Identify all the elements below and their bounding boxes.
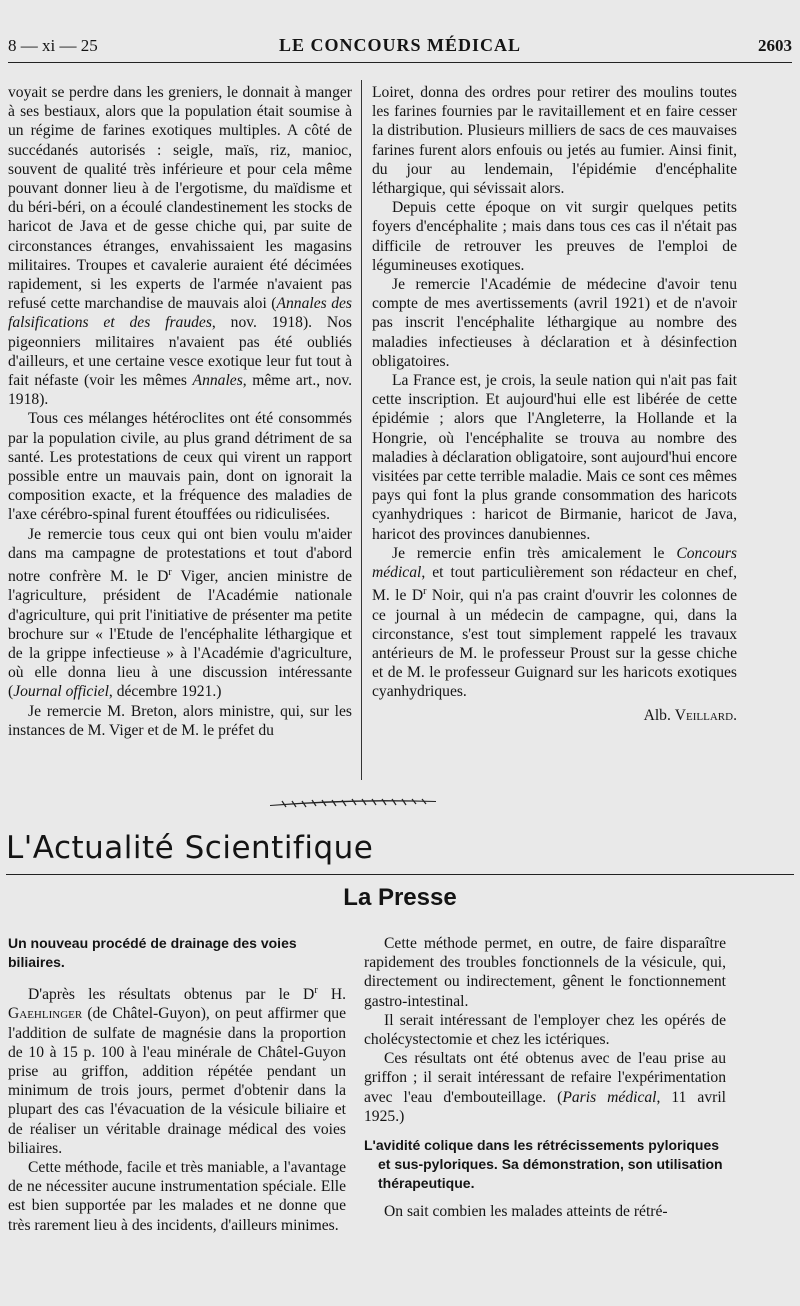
paragraph: D'après les résultats obtenus par le $D^r$ H. Gaehlinger (de Châtel-Guyon), on peut affirmer que l'addition de sulfate de magnésie dans la proportion de 10 à 15 p. 100 à l'eau minérale de Châtel-Guyon prise au griffon, addition répétée pendant un minimum de trois jours, permet d'obtenir dans la plupart des cas l'évacuation de la vésicule biliaire et de réaliser un véritable drainage médical des voies biliaires. [8,985,347,1157]
paragraph: Loiret, donna des ordres pour retirer des moulins toutes les farines fournies par le ravitaillement et en faire cesser la distribution. Plusieurs milliers de sacs de ces mauvaises farines furent alors enfouis ou jetés au fumier. Ainsi finit, du jour au lendemain, l'épidémie d'encéphalite léthargique, qui sévissait alors. [372,84,737,198]
paragraph: Je remercie enfin très amicalement le Concours médical, et tout particulièrement son rédacteur en chef, M. le $D^r$ Noir, qui n'a pas craint d'ouvrir les colonnes de ce journal à un médecin de campagne, qui, dans la circonstance, s'est tout simplement rappelé les travaux antérieurs de M. le professeur Proust sur la gesse chiche et de M. le professeur Guignard sur les haricots exotiques cyanhydriques. [372,544,738,701]
article-column-right [372,83,737,725]
ornament-divider [268,796,438,810]
section-title: L'Actualité Scientifique [6,830,374,866]
paragraph: Depuis cette époque on vit surgir quelques petits foyers d'encéphalite ; mais dans tous ces cas il n'était pas difficile de retrouver les preuves de l'emploi de légumineuses exotiques. [372,199,737,274]
subsection-title: La Presse [343,884,457,911]
paragraph: Tous ces mélanges hétéroclites ont été consommés par la population civile, au plus grand détriment de sa santé. Les protestations de ceux qui virent un rapport possible entre un mauvais pain, dont on ignorait la composition exacte, et la fréquence des maladies de l'axe cérébro-spinal furent étouffées ou ridiculisées. [8,410,352,524]
paragraph: Cette méthode permet, en outre, de faire disparaître rapidement des troubles fonctionnels de la vésicule, qui, directement ou indirectement, gênent le fonctionnement gastro-intestinal. [364,935,726,1010]
press-column-left [8,934,346,1235]
page-header [8,30,792,64]
article-title: Un nouveau procédé de drainage des voies biliaires. [8,935,297,970]
page-number: 2603 [758,36,792,55]
author-signature: Alb. Veillard. [643,706,737,724]
section-rule [6,874,794,875]
column-divider [361,80,362,780]
paragraph: voyait se perdre dans les greniers, le donnait à manger à ses bestiaux, alors que la population était soumise à un régime de farines exotiques multiples. A côté de succédanés autorisés : seigle, maïs, riz, manioc, souvent de qualité très inférieure et pour cela même pouvant donner lieu à de l'ergotisme, du maïdisme et du béri-béri, on a écoulé clandestinement les stocks de haricot de Java et de gesse chiche qui, par suite de circonstances étranges, envahissaient les magasins militaires. Troupes et cavalerie auraient été décimées rapidement, si les experts de l'armée n'avaient pas refusé cette marchandise de mauvais aloi (Annales des falsifications et des fraudes, nov. 1918). Nos pigeonniers militaires n'avaient pas été oubliés d'ailleurs, et une certaine vesce exotique leur fut tout à fait néfaste (voir les mêmes Annales, même art., nov. 1918). [8,84,352,409]
journal-title: LE CONCOURS MÉDICAL [278,35,522,55]
article-title: L'avidité colique dans les rétrécissements pyloriques et sus-pyloriques. Sa démonstration, son utilisation thérapeutique. [364,1137,723,1192]
article-column-left [8,83,352,740]
paragraph: Je remercie l'Académie de médecine d'avoir tenu compte de mes avertissements (avril 1921) et de n'avoir pas inscrit l'encéphalite léthargique au nombre des maladies infectieuses à déclaration et à désinfection obligatoires. [372,276,737,370]
paragraph: Ces résultats ont été obtenus avec de l'eau prise au griffon ; il serait intéressant de refaire l'expérimentation avec l'eau d'embouteillage. (Paris médical, 11 avril 1925.) [364,1050,726,1125]
paragraph: Cette méthode, facile et très maniable, a l'avantage de ne nécessiter aucune instrumentation spéciale. Elle est bien supportée par les malades et ne donne que très rarement lieu à des incidents, d'ailleurs minimes. [8,1159,346,1234]
paragraph: La France est, je crois, la seule nation qui n'ait pas fait cette inscription. Et aujourd'hui elle est libérée de cette épidémie ; alors que l'Angleterre, la Hollande et la Hongrie, où l'encéphalite se trouva au nombre des maladies à déclaration obligatoire, sont aujourd'hui encore visitées par cette terrible maladie. Mais ce sont ces mêmes pays qui font la plus grande consommation des haricots cyanhydriques : haricot de Birmanie, haricot de Java, haricot des provinces danubiennes. [372,372,737,543]
press-column-right [364,934,726,1221]
paragraph: Je remercie M. Breton, alors ministre, qui, sur les instances de M. Viger et de M. le préfet du [8,702,352,739]
paragraph: Je remercie tous ceux qui ont bien voulu m'aider dans ma campagne de protestations et tout d'abord notre confrère M. le $D^r$ Viger, ancien ministre de l'agriculture, président de l'Académie nationale d'agriculture, qui prit l'initiative de présenter ma petite brochure sur « l'Etude de l'encéphalite léthargique et de la grippe infectieuse » à l'Académie d'agriculture, où elle donna lieu à une discussion intéressante (Journal officiel, décembre 1921.) [8,525,352,701]
header-rule [8,62,792,63]
paragraph: Il serait intéressant de l'employer chez les opérés de cholécystectomie et chez les ictériques. [364,1011,726,1049]
issue-date: 8 — xi — 25 [8,36,98,55]
paragraph: On sait combien les malades atteints de rétré- [384,1203,668,1221]
